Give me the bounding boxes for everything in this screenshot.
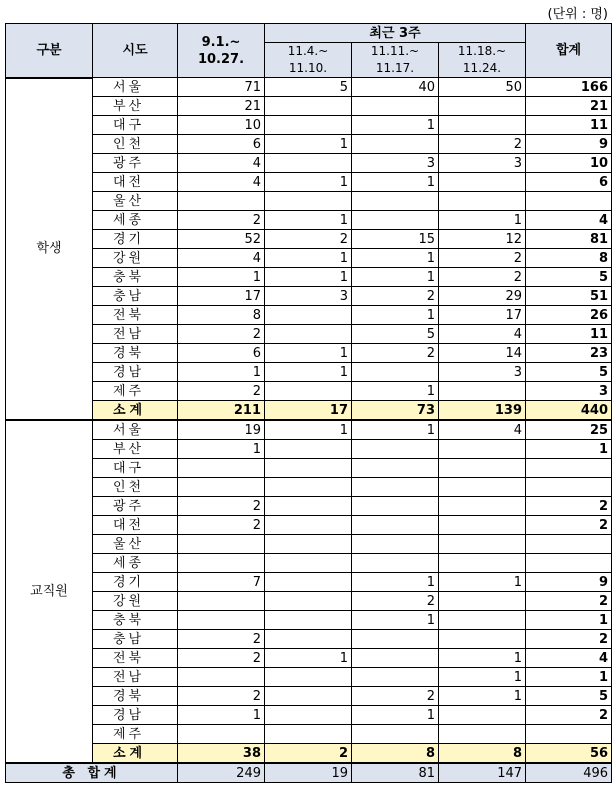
value-cell-w3: 1 xyxy=(439,668,526,687)
total-cell: 2 xyxy=(526,516,612,535)
total-cell: 23 xyxy=(526,344,612,363)
header-week1-line2: 11.10. xyxy=(288,61,328,75)
total-cell xyxy=(526,725,612,744)
value-cell-w3 xyxy=(439,725,526,744)
value-cell-w3: 12 xyxy=(439,230,526,249)
table-row xyxy=(6,211,612,230)
value-cell-w1: 1 xyxy=(265,268,352,287)
table-row xyxy=(6,459,612,478)
region-cell: 인천 xyxy=(93,135,178,154)
value-cell-w3: 4 xyxy=(439,325,526,344)
value-cell-w3 xyxy=(439,554,526,573)
table-row xyxy=(6,154,612,173)
value-cell-w2 xyxy=(352,192,439,211)
grand-total-cell-p1: 249 xyxy=(178,763,265,783)
total-cell xyxy=(526,192,612,211)
table-row xyxy=(6,116,612,135)
subtotal-label: 소계 xyxy=(93,744,178,764)
header-week3-line2: 11.24. xyxy=(462,61,502,75)
value-cell-w1 xyxy=(265,459,352,478)
table-row xyxy=(6,725,612,744)
region-cell: 전북 xyxy=(93,306,178,325)
value-cell-w3 xyxy=(439,459,526,478)
total-cell: 4 xyxy=(526,211,612,230)
region-cell: 대전 xyxy=(93,173,178,192)
total-cell: 4 xyxy=(526,649,612,668)
table-row xyxy=(6,230,612,249)
value-cell-w2: 1 xyxy=(352,611,439,630)
value-cell-p1 xyxy=(178,725,265,744)
region-cell: 경기 xyxy=(93,230,178,249)
table-row xyxy=(6,630,612,649)
value-cell-p1: 4 xyxy=(178,154,265,173)
value-cell-w2: 2 xyxy=(352,687,439,706)
value-cell-p1: 2 xyxy=(178,325,265,344)
header-period1-line2: 10.27. xyxy=(197,51,245,67)
total-cell: 11 xyxy=(526,116,612,135)
value-cell-w2: 2 xyxy=(352,592,439,611)
value-cell-p1 xyxy=(178,192,265,211)
value-cell-w2 xyxy=(352,363,439,382)
total-cell: 1 xyxy=(526,440,612,459)
value-cell-w3: 29 xyxy=(439,287,526,306)
value-cell-w3 xyxy=(439,116,526,135)
value-cell-w3 xyxy=(439,478,526,497)
value-cell-w2: 5 xyxy=(352,325,439,344)
total-cell xyxy=(526,459,612,478)
header-week2-line1: 11.11.~ xyxy=(370,44,420,58)
value-cell-w2: 1 xyxy=(352,382,439,401)
group-label: 교직원 xyxy=(6,420,93,763)
region-cell: 세종 xyxy=(93,554,178,573)
region-cell: 충북 xyxy=(93,268,178,287)
total-cell: 25 xyxy=(526,420,612,440)
value-cell-w1: 3 xyxy=(265,287,352,306)
region-cell: 경북 xyxy=(93,344,178,363)
value-cell-p1 xyxy=(178,592,265,611)
value-cell-w2 xyxy=(352,554,439,573)
value-cell-w2 xyxy=(352,135,439,154)
total-cell: 9 xyxy=(526,573,612,592)
value-cell-p1 xyxy=(178,459,265,478)
table-row xyxy=(6,668,612,687)
region-cell: 제주 xyxy=(93,725,178,744)
value-cell-p1 xyxy=(178,668,265,687)
value-cell-w2: 1 xyxy=(352,420,439,440)
subtotal-cell-w1: 17 xyxy=(265,401,352,421)
table-row xyxy=(6,268,612,287)
value-cell-w3 xyxy=(439,97,526,116)
table-row xyxy=(6,420,612,440)
value-cell-w2 xyxy=(352,668,439,687)
value-cell-p1: 52 xyxy=(178,230,265,249)
value-cell-w1 xyxy=(265,497,352,516)
total-cell: 3 xyxy=(526,382,612,401)
table-row xyxy=(6,306,612,325)
value-cell-w3: 4 xyxy=(439,420,526,440)
header-recent-weeks: 최근 3주 xyxy=(265,24,526,43)
value-cell-w1 xyxy=(265,573,352,592)
value-cell-w3 xyxy=(439,173,526,192)
value-cell-w1 xyxy=(265,97,352,116)
unit-label: (단위 : 명) xyxy=(547,7,608,22)
region-cell: 강원 xyxy=(93,249,178,268)
value-cell-w3 xyxy=(439,592,526,611)
total-cell: 5 xyxy=(526,268,612,287)
header-period1 xyxy=(178,24,265,78)
value-cell-w1 xyxy=(265,306,352,325)
table-row xyxy=(6,573,612,592)
value-cell-w1 xyxy=(265,154,352,173)
table-row xyxy=(6,649,612,668)
region-cell: 울산 xyxy=(93,192,178,211)
table-row xyxy=(6,611,612,630)
total-cell: 1 xyxy=(526,668,612,687)
value-cell-w2 xyxy=(352,211,439,230)
value-cell-w3: 1 xyxy=(439,573,526,592)
subtotal-cell-p1: 211 xyxy=(178,401,265,421)
table-row xyxy=(6,287,612,306)
value-cell-w2 xyxy=(352,649,439,668)
table-row xyxy=(6,192,612,211)
value-cell-w3 xyxy=(439,516,526,535)
value-cell-w1: 1 xyxy=(265,211,352,230)
table-row xyxy=(6,687,612,706)
grand-total-total: 496 xyxy=(526,763,612,783)
value-cell-w3: 2 xyxy=(439,268,526,287)
value-cell-p1: 1 xyxy=(178,268,265,287)
value-cell-w1: 1 xyxy=(265,135,352,154)
subtotal-row xyxy=(6,401,612,421)
header-region: 시도 xyxy=(93,24,178,78)
value-cell-w3: 1 xyxy=(439,687,526,706)
cases-table xyxy=(5,23,612,783)
value-cell-w2: 15 xyxy=(352,230,439,249)
subtotal-total: 440 xyxy=(526,401,612,421)
region-cell: 서울 xyxy=(93,78,178,97)
total-cell: 9 xyxy=(526,135,612,154)
value-cell-w2 xyxy=(352,97,439,116)
value-cell-w1 xyxy=(265,668,352,687)
region-cell: 부산 xyxy=(93,97,178,116)
value-cell-w1 xyxy=(265,192,352,211)
value-cell-p1: 2 xyxy=(178,649,265,668)
total-cell: 2 xyxy=(526,706,612,725)
value-cell-w2: 2 xyxy=(352,287,439,306)
total-cell: 10 xyxy=(526,154,612,173)
value-cell-w3: 50 xyxy=(439,78,526,97)
total-cell: 8 xyxy=(526,249,612,268)
total-cell: 5 xyxy=(526,687,612,706)
region-cell: 경남 xyxy=(93,363,178,382)
value-cell-p1 xyxy=(178,554,265,573)
value-cell-w1: 1 xyxy=(265,420,352,440)
value-cell-w3: 1 xyxy=(439,211,526,230)
region-cell: 세종 xyxy=(93,211,178,230)
table-row xyxy=(6,135,612,154)
value-cell-p1: 2 xyxy=(178,630,265,649)
value-cell-w2 xyxy=(352,440,439,459)
region-cell: 서울 xyxy=(93,420,178,440)
value-cell-w2 xyxy=(352,535,439,554)
table-body xyxy=(6,78,612,783)
value-cell-w3 xyxy=(439,535,526,554)
total-cell: 2 xyxy=(526,497,612,516)
subtotal-cell-w1: 2 xyxy=(265,744,352,764)
table-row xyxy=(6,363,612,382)
total-cell: 2 xyxy=(526,592,612,611)
header-week1 xyxy=(265,43,352,78)
total-cell: 6 xyxy=(526,173,612,192)
value-cell-w2: 1 xyxy=(352,116,439,135)
value-cell-p1: 19 xyxy=(178,420,265,440)
value-cell-w1 xyxy=(265,382,352,401)
region-cell: 경기 xyxy=(93,573,178,592)
value-cell-w1: 1 xyxy=(265,363,352,382)
table-row xyxy=(6,78,612,97)
total-cell: 21 xyxy=(526,97,612,116)
value-cell-p1: 10 xyxy=(178,116,265,135)
table-row xyxy=(6,497,612,516)
grand-total-cell-w1: 19 xyxy=(265,763,352,783)
total-cell xyxy=(526,535,612,554)
value-cell-w2: 3 xyxy=(352,154,439,173)
subtotal-cell-w2: 73 xyxy=(352,401,439,421)
value-cell-w1 xyxy=(265,592,352,611)
table-row xyxy=(6,554,612,573)
value-cell-w1: 1 xyxy=(265,173,352,192)
value-cell-w3: 3 xyxy=(439,154,526,173)
value-cell-w2: 1 xyxy=(352,173,439,192)
subtotal-total: 56 xyxy=(526,744,612,764)
value-cell-w1 xyxy=(265,535,352,554)
value-cell-w2: 1 xyxy=(352,706,439,725)
region-cell: 부산 xyxy=(93,440,178,459)
table-row xyxy=(6,97,612,116)
header-total: 합계 xyxy=(526,24,612,78)
value-cell-p1: 2 xyxy=(178,687,265,706)
header-period1-line1: 9.1.~ xyxy=(201,34,241,50)
total-cell: 5 xyxy=(526,363,612,382)
value-cell-w2 xyxy=(352,497,439,516)
table-row xyxy=(6,706,612,725)
region-cell: 광주 xyxy=(93,497,178,516)
value-cell-p1: 6 xyxy=(178,344,265,363)
value-cell-w3 xyxy=(439,706,526,725)
region-cell: 제주 xyxy=(93,382,178,401)
value-cell-p1: 6 xyxy=(178,135,265,154)
table-row xyxy=(6,478,612,497)
value-cell-w3 xyxy=(439,630,526,649)
value-cell-w3 xyxy=(439,192,526,211)
header-week2-line2: 11.17. xyxy=(375,61,415,75)
value-cell-w1 xyxy=(265,554,352,573)
total-cell xyxy=(526,478,612,497)
table-row xyxy=(6,535,612,554)
value-cell-p1: 21 xyxy=(178,97,265,116)
table-row xyxy=(6,516,612,535)
value-cell-w3: 2 xyxy=(439,135,526,154)
value-cell-p1: 2 xyxy=(178,516,265,535)
region-cell: 경북 xyxy=(93,687,178,706)
value-cell-w1 xyxy=(265,706,352,725)
total-cell: 166 xyxy=(526,78,612,97)
value-cell-w3: 14 xyxy=(439,344,526,363)
region-cell: 전남 xyxy=(93,325,178,344)
region-cell: 경남 xyxy=(93,706,178,725)
subtotal-cell-w2: 8 xyxy=(352,744,439,764)
value-cell-w1 xyxy=(265,325,352,344)
table-row xyxy=(6,382,612,401)
value-cell-w2: 2 xyxy=(352,344,439,363)
total-cell: 26 xyxy=(526,306,612,325)
region-cell: 전북 xyxy=(93,649,178,668)
value-cell-w2: 1 xyxy=(352,268,439,287)
table-row xyxy=(6,249,612,268)
header-category: 구분 xyxy=(6,24,93,78)
table-row xyxy=(6,325,612,344)
value-cell-w1 xyxy=(265,116,352,135)
value-cell-w1: 2 xyxy=(265,230,352,249)
value-cell-p1: 7 xyxy=(178,573,265,592)
subtotal-cell-w3: 8 xyxy=(439,744,526,764)
total-cell: 81 xyxy=(526,230,612,249)
grand-total-cell-w3: 147 xyxy=(439,763,526,783)
value-cell-p1: 2 xyxy=(178,382,265,401)
value-cell-w3: 3 xyxy=(439,363,526,382)
total-cell xyxy=(526,554,612,573)
value-cell-w2 xyxy=(352,630,439,649)
value-cell-p1 xyxy=(178,611,265,630)
value-cell-w1: 1 xyxy=(265,649,352,668)
grand-total-row xyxy=(6,763,612,783)
grand-total-cell-w2: 81 xyxy=(352,763,439,783)
region-cell: 충북 xyxy=(93,611,178,630)
total-cell: 51 xyxy=(526,287,612,306)
value-cell-w2 xyxy=(352,478,439,497)
value-cell-w1 xyxy=(265,687,352,706)
value-cell-p1: 71 xyxy=(178,78,265,97)
region-cell: 광주 xyxy=(93,154,178,173)
value-cell-w3: 2 xyxy=(439,249,526,268)
group-label: 학생 xyxy=(6,78,93,421)
subtotal-cell-p1: 38 xyxy=(178,744,265,764)
region-cell: 대전 xyxy=(93,516,178,535)
value-cell-w3 xyxy=(439,382,526,401)
region-cell: 강원 xyxy=(93,592,178,611)
value-cell-w1 xyxy=(265,440,352,459)
value-cell-w1: 1 xyxy=(265,344,352,363)
value-cell-w1: 5 xyxy=(265,78,352,97)
value-cell-p1: 1 xyxy=(178,706,265,725)
value-cell-w2: 1 xyxy=(352,573,439,592)
table-row xyxy=(6,592,612,611)
region-cell: 대구 xyxy=(93,459,178,478)
value-cell-w3 xyxy=(439,440,526,459)
header-week3-line1: 11.18.~ xyxy=(457,44,507,58)
value-cell-w2 xyxy=(352,725,439,744)
region-cell: 충남 xyxy=(93,287,178,306)
total-cell: 1 xyxy=(526,611,612,630)
value-cell-w2: 1 xyxy=(352,306,439,325)
value-cell-w1 xyxy=(265,630,352,649)
value-cell-w3: 17 xyxy=(439,306,526,325)
total-cell: 2 xyxy=(526,630,612,649)
value-cell-p1: 17 xyxy=(178,287,265,306)
value-cell-w3 xyxy=(439,611,526,630)
table-row xyxy=(6,344,612,363)
region-cell: 전남 xyxy=(93,668,178,687)
header-week2 xyxy=(352,43,439,78)
header-week1-line1: 11.4.~ xyxy=(287,44,329,58)
value-cell-p1: 8 xyxy=(178,306,265,325)
value-cell-w1 xyxy=(265,725,352,744)
value-cell-w2: 1 xyxy=(352,249,439,268)
value-cell-w1 xyxy=(265,611,352,630)
table-row xyxy=(6,440,612,459)
value-cell-p1: 4 xyxy=(178,173,265,192)
region-cell: 인천 xyxy=(93,478,178,497)
total-cell: 11 xyxy=(526,325,612,344)
region-cell: 대구 xyxy=(93,116,178,135)
region-cell: 충남 xyxy=(93,630,178,649)
subtotal-label: 소계 xyxy=(93,401,178,421)
value-cell-p1: 4 xyxy=(178,249,265,268)
value-cell-w3: 1 xyxy=(439,649,526,668)
table-row xyxy=(6,173,612,192)
table-header xyxy=(6,24,612,78)
value-cell-p1: 1 xyxy=(178,363,265,382)
region-cell: 울산 xyxy=(93,535,178,554)
subtotal-row xyxy=(6,744,612,764)
value-cell-w2 xyxy=(352,459,439,478)
value-cell-w1: 1 xyxy=(265,249,352,268)
value-cell-w3 xyxy=(439,497,526,516)
value-cell-w1 xyxy=(265,516,352,535)
value-cell-w2: 40 xyxy=(352,78,439,97)
value-cell-p1 xyxy=(178,478,265,497)
subtotal-cell-w3: 139 xyxy=(439,401,526,421)
value-cell-p1: 1 xyxy=(178,440,265,459)
value-cell-p1 xyxy=(178,535,265,554)
header-week3 xyxy=(439,43,526,78)
value-cell-w2 xyxy=(352,516,439,535)
value-cell-w1 xyxy=(265,478,352,497)
value-cell-p1: 2 xyxy=(178,211,265,230)
grand-total-label: 총 합계 xyxy=(6,763,178,783)
value-cell-p1: 2 xyxy=(178,497,265,516)
